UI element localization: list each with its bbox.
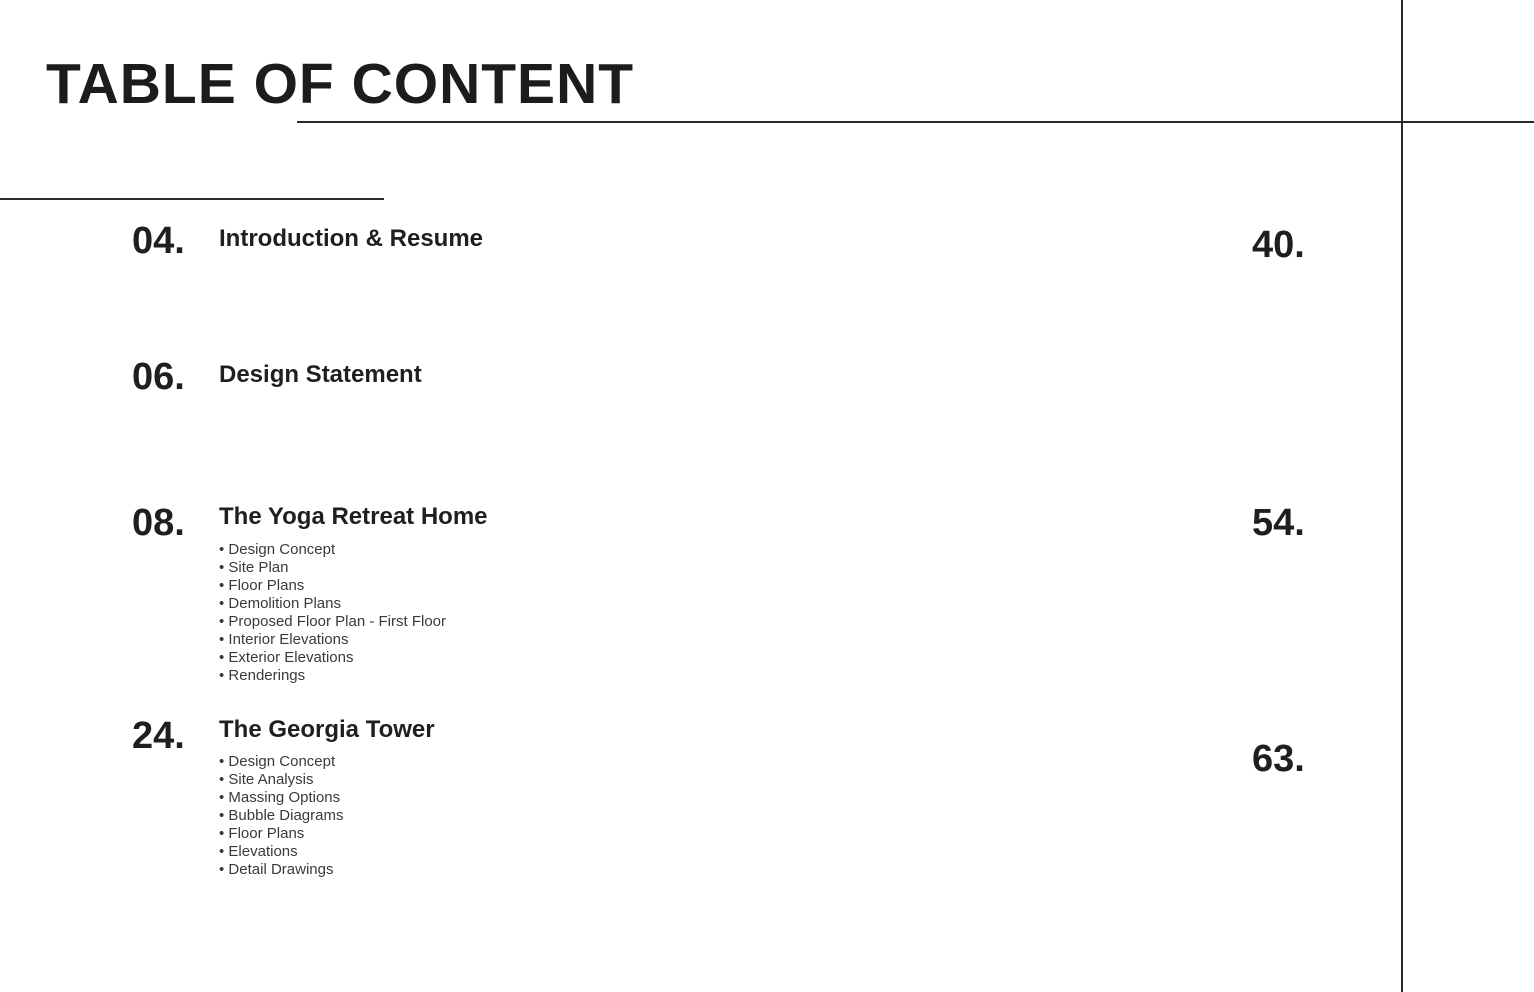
toc-subitem: • Design Concept (219, 753, 343, 771)
header-divider-line (297, 121, 1534, 123)
toc-subitem: • Renderings (219, 667, 446, 685)
toc-entry-title: Design Statement (219, 361, 422, 388)
toc-page-number: 08. (132, 502, 185, 544)
section-divider-line (0, 198, 384, 200)
toc-subitem: • Floor Plans (219, 577, 446, 595)
toc-page-number: 40. (1252, 224, 1305, 266)
toc-subitem: • Elevations (219, 843, 343, 861)
toc-subitem-list (219, 541, 446, 685)
toc-entry-title: The Georgia Tower (219, 716, 435, 743)
toc-subitem-list (219, 753, 343, 879)
vertical-margin-line (1401, 0, 1403, 992)
toc-page-number: 06. (132, 356, 185, 398)
toc-subitem: • Floor Plans (219, 825, 343, 843)
toc-entry-title: Introduction & Resume (219, 225, 484, 252)
toc-entry-title: The Yoga Retreat Home (219, 503, 488, 530)
toc-subitem: • Proposed Floor Plan - First Floor (219, 613, 446, 631)
toc-subitem: • Demolition Plans (219, 595, 446, 613)
toc-page-number: 63. (1252, 738, 1305, 780)
toc-subitem: • Site Analysis (219, 771, 343, 789)
page-title: TABLE OF CONTENT (46, 52, 635, 116)
toc-subitem: • Bubble Diagrams (219, 807, 343, 825)
toc-subitem: • Exterior Elevations (219, 649, 446, 667)
toc-subitem: • Detail Drawings (219, 861, 343, 879)
toc-page-number: 24. (132, 715, 185, 757)
toc-page-number: 54. (1252, 502, 1305, 544)
toc-page-number: 04. (132, 220, 185, 262)
toc-subitem: • Massing Options (219, 789, 343, 807)
toc-subitem: • Interior Elevations (219, 631, 446, 649)
toc-subitem: • Design Concept (219, 541, 446, 559)
toc-subitem: • Site Plan (219, 559, 446, 577)
